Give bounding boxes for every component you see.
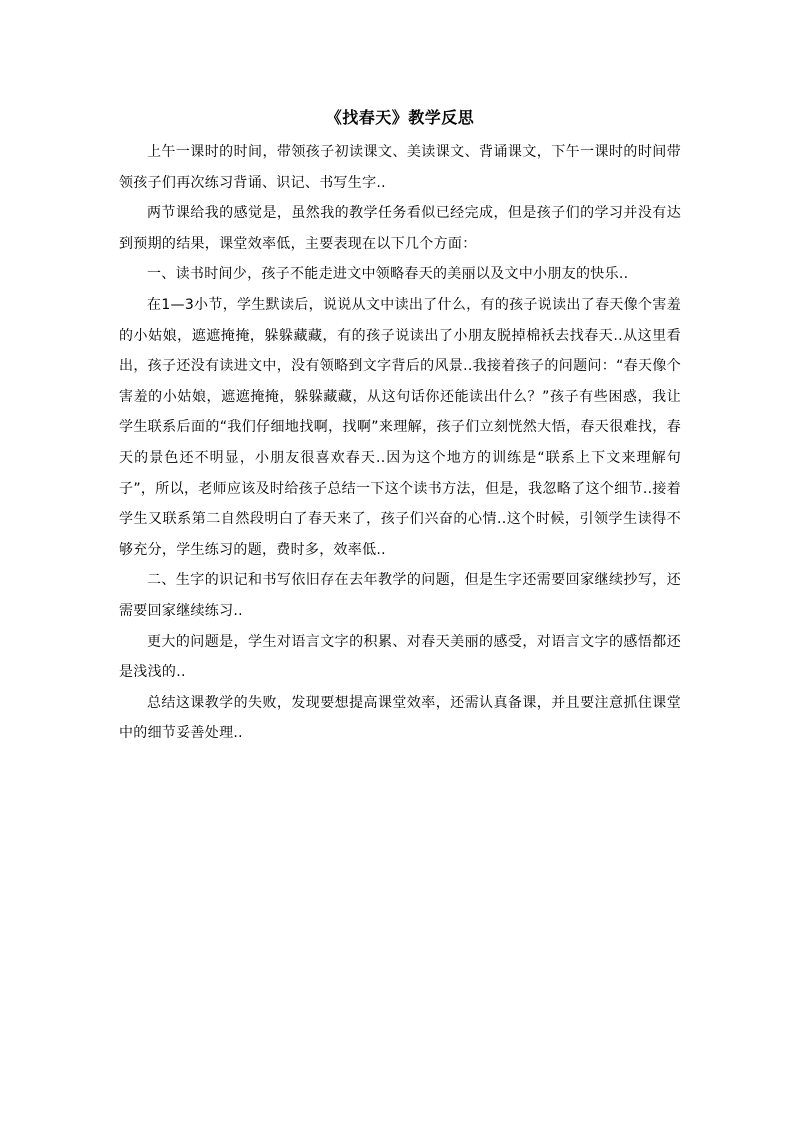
paragraph-1: 上午一课时的时间，带领孩子初读课文、美读课文、背诵课文，下午一课时的时间带领孩子们再次练习背诵、识记、书写生字..: [119, 144, 681, 191]
paragraph-4: 在1—3小节，学生默读后，说说从文中读出了什么，有的孩子说读出了春天像个害羞的小姑娘，遮遮掩掩，躲躲藏藏，有的孩子说读出了小朋友脱掉棉袄去找春天..从这里看出，孩子还没有读进文中，没有领略到文字背后的风景..我接着孩子的问题问：“春天像个害羞的小姑娘，遮遮掩掩，躲躲藏藏，从这句话你还能读出什么？”孩子有些困惑，我让学生联系后面的“我们仔细地找啊，找啊”来理解，孩子们立刻恍然大悟，春天很难找，春天的景色还不明显，小朋友很喜欢春天..因为这个地方的训练是“联系上下文来理解句子”，所以，老师应该及时给孩子总结一下这个读书方法，但是，我忽略了这个细节..接着学生又联系第二自然段明白了春天来了，孩子们兴奋的心情..这个时候，引领学生读得不够充分，学生练习的题，费时多，效率低..: [119, 296, 681, 558]
document-title: 《找春天》教学反思: [325, 108, 475, 127]
paragraph-7: 总结这课教学的失败，发现要想提高课堂效率，还需认真备课，并且要注意抓住课堂中的细节妥善处理..: [119, 694, 681, 742]
paragraph-2: 两节课给我的感觉是，虽然我的教学任务看似已经完成，但是孩子们的学习并没有达到预期的结果，课堂效率低，主要表现在以下几个方面：: [119, 205, 681, 252]
document-page: [119, 100, 681, 749]
paragraph-3: 一、读书时间少，孩子不能走进文中领略春天的美丽以及文中小朋友的快乐..: [147, 266, 629, 283]
paragraph-5: 二、生字的识记和书写依旧存在去年教学的问题，但是生字还需要回家继续抄写，还需要回家继续练习..: [119, 572, 681, 619]
paragraph-6: 更大的问题是，学生对语言文字的积累、对春天美丽的感受，对语言文字的感悟都还是浅浅的..: [119, 633, 681, 681]
